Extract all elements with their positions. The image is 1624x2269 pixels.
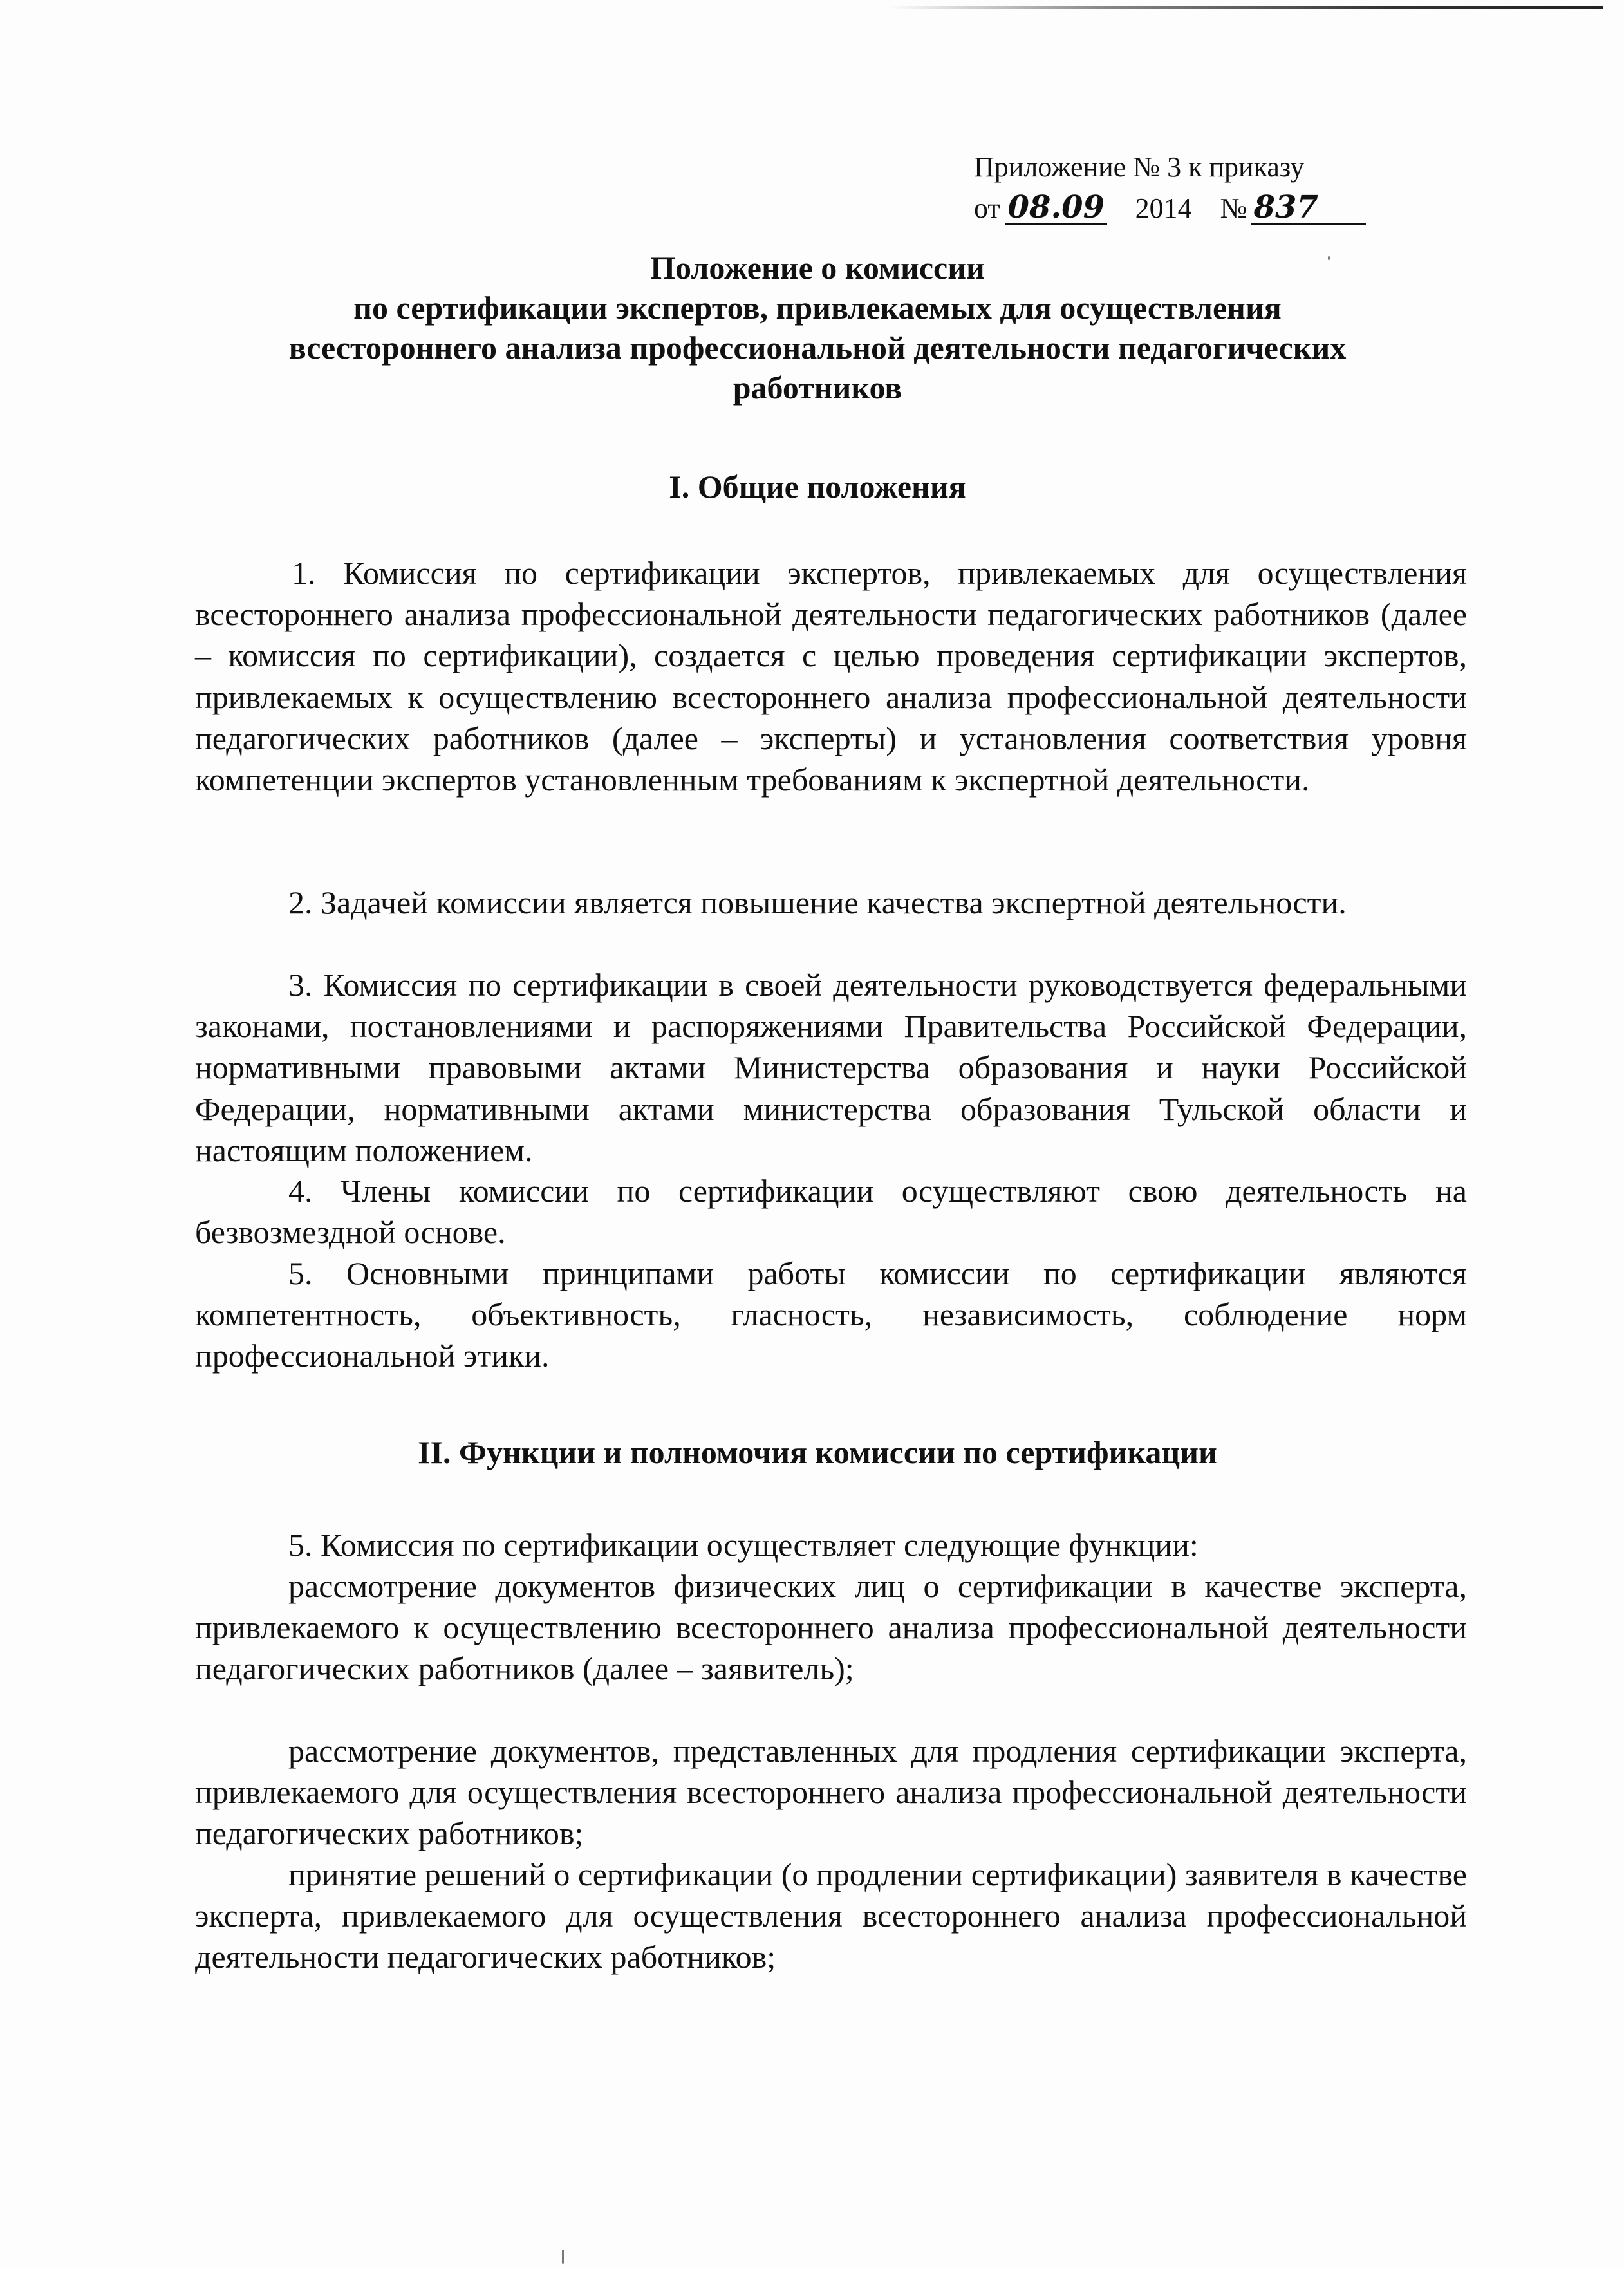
scan-speck xyxy=(562,2250,564,2264)
function-item-3: принятие решений о сертификации (о продлении сертификации) заявителя в качестве эксперта, привлекаемого для осуществления всестороннего анализа профессиональной деятельности педагогических работников; xyxy=(195,1856,1467,1975)
appendix-line xyxy=(974,147,1553,188)
paragraph-5: 5. Основными принципами работы комиссии по сертификации являются компетентность, объективность, гласность, независимость, соблюдение норм профессиональной этики. xyxy=(195,1255,1467,1374)
order-prefix: от xyxy=(974,192,1000,224)
function-item-1: рассмотрение документов физических лиц о сертификации в качестве эксперта, привлекаемого к осуществлению всестороннего анализа профессиональной деятельности педагогических работников (далее – заявитель); xyxy=(195,1568,1467,1687)
handwritten-order-number: 837 xyxy=(1251,191,1366,225)
paragraph-3: 3. Комиссия по сертификации в своей деятельности руководствуется федеральными законами, постановлениями и распоряжениями Правительства Российской Федерации, нормативными правовыми актами Министерства образования и науки Российской Федерации, нормативными актами министерства образования Тульской области и настоящим положением. xyxy=(195,967,1467,1168)
title-line: Положение о комиссии xyxy=(650,250,985,286)
section-heading-general: I. Общие положения xyxy=(669,469,966,505)
function-item-2: рассмотрение документов, представленных для продления сертификации эксперта, привлекаемого для осуществления всестороннего анализа профессиональной деятельности педагогических работников; xyxy=(195,1733,1467,1852)
title-line: по сертификации экспертов, привлекаемых для осуществления xyxy=(353,290,1282,326)
title-line: работников xyxy=(733,369,902,406)
document-title xyxy=(154,248,1480,407)
appendix-header xyxy=(974,147,1553,229)
paragraph-2: 2. Задачей комиссии является повышение качества экспертной деятельности. xyxy=(288,884,1347,920)
order-line xyxy=(974,188,1553,229)
order-year: 2014 xyxy=(1135,192,1192,224)
paragraph-4: 4. Члены комиссии по сертификации осуществляют свою деятельность на безвозмездной основе. xyxy=(195,1173,1467,1251)
paragraph-1: 1. Комиссия по сертификации экспертов, привлекаемых для осуществления всестороннего анализа профессиональной деятельности педагогических работников (далее – комиссия по сертификации), создается с целью проведения сертификации экспертов, привлекаемых к осуществлению всестороннего анализа профессиональной деятельности педагогических работников (далее – эксперты) и установления соответствия уровня компетенции экспертов установленным требованиям к экспертной деятельности. xyxy=(195,555,1467,798)
appendix-text: Приложение № 3 к приказу xyxy=(974,151,1305,183)
functions-intro: 5. Комиссия по сертификации осуществляет следующие функции: xyxy=(288,1527,1199,1563)
section-heading-functions: II. Функции и полномочия комиссии по сертификации xyxy=(418,1434,1217,1470)
number-sign: № xyxy=(1220,192,1247,224)
title-line: всестороннего анализа профессиональной деятельности педагогических xyxy=(288,330,1347,366)
scan-edge-line xyxy=(888,6,1603,9)
handwritten-order-date: 08.09 xyxy=(1005,191,1107,225)
